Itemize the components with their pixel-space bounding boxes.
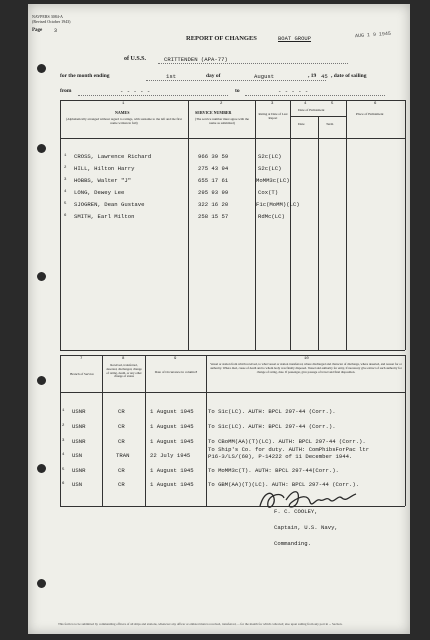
- remarks-header: Vessel or station from which received, to what vessel or station transferred, where discharged and character of discharge, where deserted, and reason for or authority. Where died, cause of death and to whom body was finally disposed. Vessel and authority for entry, if necessary give extract of such authority for change of rating, date. If passenger, give passage of travel and final disposition.: [210, 362, 402, 374]
- date-cell: 22 July 1945: [150, 452, 191, 459]
- day-value: 1st: [166, 73, 177, 80]
- remarks-cell: To MoMM3c(T). AUTH: BPCL 297-44(Corr.).: [208, 467, 339, 474]
- rating-cell: S2c(LC): [258, 165, 282, 172]
- name-cell: HOBBS, Walter "J": [74, 177, 132, 184]
- rating-cell: MoMM3c(LC): [256, 177, 290, 184]
- date-cell: 1 August 1945: [150, 408, 194, 415]
- remarks-cell: To Ship's Co. for duty. AUTH: ComPhibsForPac ltr: [208, 446, 370, 453]
- punch-hole: [37, 144, 46, 153]
- remarks-cell: To GBM(AA)(T)(LC). AUTH: BPCL 297-44 (Corr.).: [208, 481, 360, 488]
- remarks-cell: P16-3/LS/(60), P-14222 of 11 December 1944.: [208, 453, 353, 460]
- group-name: BOAT GROUP: [278, 35, 312, 42]
- service-number-cell: 966 39 59: [198, 153, 229, 160]
- rating-header: Rating at Date of Last Report: [258, 112, 288, 120]
- rating-cell: RdMc(LC): [258, 213, 285, 220]
- branch-cell: USNR: [72, 438, 86, 445]
- rating-cell: Cox(T): [258, 189, 279, 196]
- status-cell: CR: [118, 408, 125, 415]
- branch-header: Branch of Service: [70, 372, 94, 376]
- rating-cell: S2c(LC): [258, 153, 282, 160]
- to-value: - - - - -: [278, 88, 309, 95]
- remarks-cell: To CBoMM(AA)(T)(LC). AUTH: BPCL 297-44 (Corr.).: [208, 438, 366, 445]
- status-cell: CR: [118, 467, 125, 474]
- service-number-cell: 275 43 94: [198, 165, 229, 172]
- status-header: Received, transferred, deserted, discharged, change of rating, death, or any other change of status: [106, 363, 142, 379]
- status-cell: CR: [118, 438, 125, 445]
- year-label: , 19: [308, 73, 317, 79]
- from-value: - - - - -: [120, 88, 151, 95]
- date-cell: 1 August 1945: [150, 467, 194, 474]
- received-date-stamp: AUG 1 9 1945: [354, 30, 392, 40]
- from-label: from: [60, 88, 72, 94]
- to-label: to: [235, 88, 240, 94]
- name-cell: SMITH, Earl Milton: [74, 213, 135, 220]
- form-title: REPORT OF CHANGES: [186, 35, 257, 42]
- branch-cell: USNR: [72, 423, 86, 430]
- remarks-cell: To S1c(LC). AUTH: BPCL 297-44 (Corr.).: [208, 408, 336, 415]
- service-number-cell: 322 16 20: [198, 201, 229, 208]
- date-cell: 1 August 1945: [150, 438, 194, 445]
- form-revision: (Revised October 1943): [32, 19, 71, 24]
- report-page: NAVPERS 3084-A (Revised October 1943) Page 3 REPORT OF CHANGES BOAT GROUP AUG 1 9 1945 of U.S.S. CRITTENDEN (APA-77) for the month ending 1st day of August , 19 45 , date of sailing from - - - - - to - - - - - 1 2 3 4 5 6 NAMES (Alphabetically arranged without regard to ratings, with surname to the left and the first name written in full) SERVICE NUMBER (The service number must agree with the name as submitted) Rating at Date of Last Report Date of Enlistment Date Term Place of Enlistment 1 CROSS, Lawrence Richard 966 39 59 S2c(LC) 2 HILL, Hilton Harry 275 43 94 S2c(LC) 3 HOBBS, Walter "J" 655 17 61 MoMM3c(LC) 4 LONG, Dewey Lee 295 93 99 Cox(T) 5 SJOGREN, Dean Gustave 322 16 20 F1c(MoMM)(LC) 6 SMITH, Earl Milton 258 15 57 RdMc(LC) 7 8 9 10 Branch of Service Received, transferred, deserted, discharged, change of rating, death, or any other change of status Date of Occurrence in column 8 Vessel or station from which received, to what vessel or station transferred, where discharged and character of discharge, where deserted, and reason for or authority. Where died, cause of death and to whom body was finally disposed. Vessel and authority for entry, if necessary give extract of such authority for change of rating, date. If passenger, give passage of travel and final disposition. 1 USNR CR 1 August 1945 To S1c(LC). AUTH: BPCL 297-44 (Corr.). 2 USNR CR 1 August 1945 To S1c(LC). AUTH: BPCL 297-44 (Corr.). 3 USNR CR 1 August 1945 To CBoMM(AA)(T)(LC). AUTH: BPCL 297-44 (Corr.). 4 USN TRAN 22 July 1945 To Ship's Co. for duty. AUTH: ComPhibsForPac ltr P16-3/LS/(60), P-14222 of 11 December 1944. 5 USNR CR 1 August 1945 To MoMM3c(T). AUTH: BPCL 297-44(Corr.). 6 USN CR 1 August 1945 To GBM(AA)(T)(LC). AUTH: BPCL 297-44 (Corr.). F. C. COOLEY, Captain, U.S. Navy, Commanding. This form is to be submitted by commanding officers of all ships and stations, whenever any officer or enlisted man is received, transferred, ... for the month for which collected; also upon sailing from any port in ... Section.: [28, 4, 410, 634]
- signer-rank: Captain, U.S. Navy,: [274, 524, 338, 531]
- name-cell: SJOGREN, Dean Gustave: [74, 201, 145, 208]
- sailing-label: , date of sailing: [331, 73, 367, 79]
- rating-cell: F1c(MoMM)(LC): [256, 201, 300, 208]
- signer-name: F. C. COOLEY,: [274, 508, 318, 515]
- punch-hole: [37, 64, 46, 73]
- footer-instructions: This form is to be submitted by commanding officers of all ships and stations, whenever any officer or enlisted man is received, transferred, ... for the month for which collected; also upon sailing from any port in ... Section.: [58, 622, 343, 626]
- status-cell: CR: [118, 423, 125, 430]
- service-number-cell: 258 15 57: [198, 213, 229, 220]
- enlistment-header: Date of Enlistment: [298, 108, 325, 112]
- date-cell: 1 August 1945: [150, 481, 194, 488]
- name-cell: CROSS, Lawrence Richard: [74, 153, 152, 160]
- service-number-cell: 655 17 61: [198, 177, 229, 184]
- year-value: 45: [321, 73, 328, 80]
- names-note: (Alphabetically arranged without regard to ratings, with surname to the left and the first name written in full): [66, 117, 182, 125]
- punch-hole: [37, 464, 46, 473]
- ship-prefix: of U.S.S.: [124, 56, 147, 62]
- service-note: (The service number must agree with the name as submitted): [194, 117, 249, 125]
- month-label: for the month ending: [60, 73, 110, 79]
- date-header: Date of Occurrence in column 8: [154, 370, 198, 374]
- page-number: 3: [54, 28, 58, 34]
- punch-hole: [37, 272, 46, 281]
- remarks-cell: To S1c(LC). AUTH: BPCL 297-44 (Corr.).: [208, 423, 336, 430]
- branch-cell: USNR: [72, 467, 86, 474]
- day-label: day of: [206, 73, 221, 79]
- punch-hole: [37, 579, 46, 588]
- place-header: Place of Enlistment: [356, 112, 384, 116]
- service-header: SERVICE NUMBER: [195, 110, 232, 115]
- branch-cell: USN: [72, 481, 83, 488]
- date-cell: 1 August 1945: [150, 423, 194, 430]
- ship-name: CRITTENDEN (APA-77): [164, 56, 228, 63]
- branch-cell: USN: [72, 452, 83, 459]
- page-label: Page: [32, 28, 43, 33]
- names-header: NAMES: [115, 110, 130, 115]
- branch-cell: USNR: [72, 408, 86, 415]
- name-cell: LONG, Dewey Lee: [74, 189, 125, 196]
- signer-role: Commanding.: [274, 540, 311, 547]
- service-number-cell: 295 93 99: [198, 189, 229, 196]
- punch-hole: [37, 376, 46, 385]
- status-cell: TRAN: [116, 452, 130, 459]
- month-value: August: [254, 73, 275, 80]
- form-id: NAVPERS 3084-A: [32, 14, 63, 19]
- status-cell: CR: [118, 481, 125, 488]
- name-cell: HILL, Hilton Harry: [74, 165, 135, 172]
